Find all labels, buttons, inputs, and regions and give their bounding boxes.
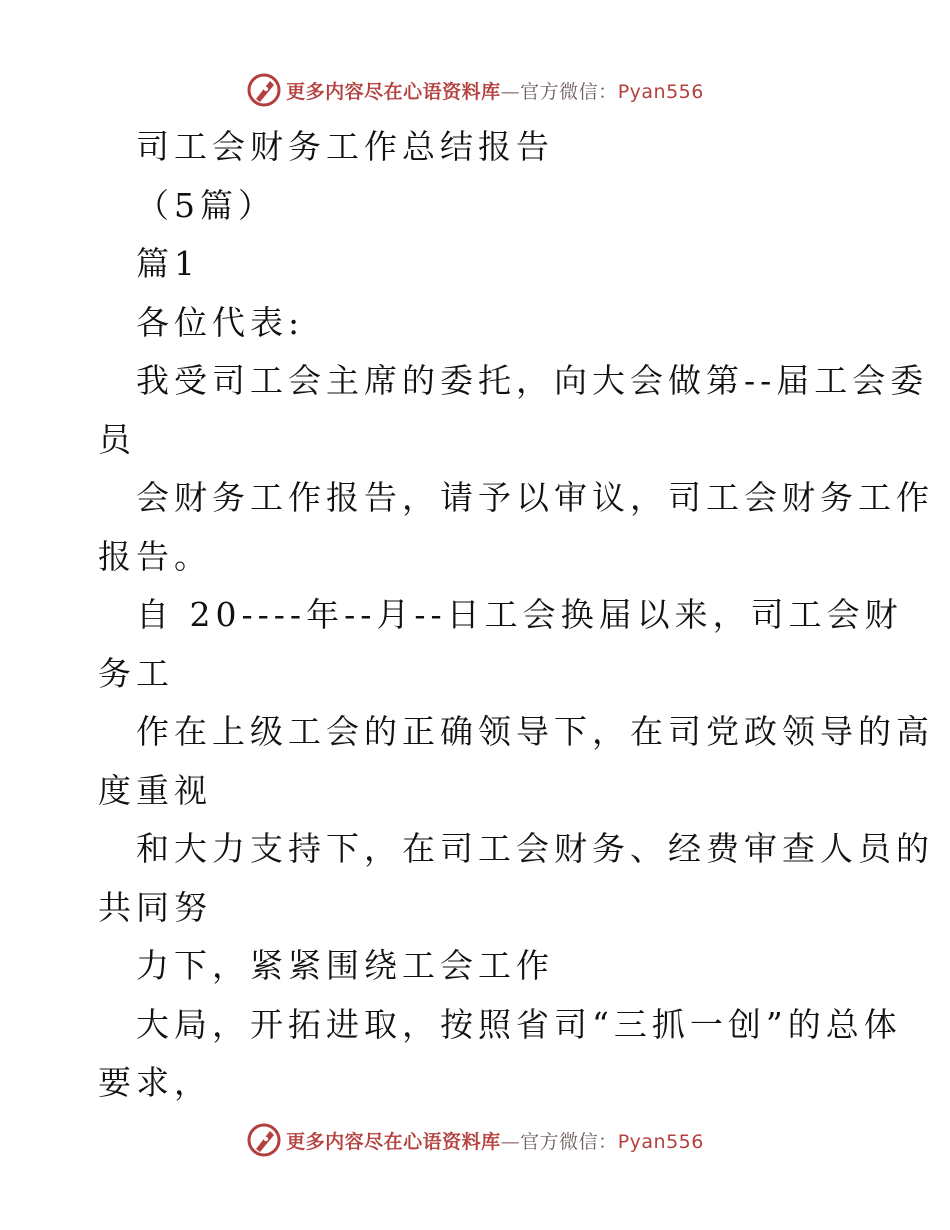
banner-wechat-id: Pyan556	[617, 80, 704, 103]
header-banner	[0, 68, 950, 112]
document-title: 司工会财务工作总结报告	[136, 127, 554, 166]
banner-wechat-label: 官方微信：	[520, 1130, 618, 1153]
paragraph-line: 力下，紧紧围绕工会工作	[136, 946, 554, 985]
paragraph-line: 要求，	[98, 1063, 212, 1102]
banner-wechat-label: 官方微信：	[520, 80, 618, 103]
banner-site-text: 更多内容尽在心语资料库	[286, 1130, 501, 1153]
document-subtitle: （5篇）	[136, 185, 276, 225]
banner-text	[286, 77, 704, 104]
paragraph-line: 会财务工作报告，请予以审议，司工会财务工作	[136, 478, 934, 517]
paragraph-line: 大局，开拓进取，按照省司“三抓一创”的总体	[136, 1004, 902, 1044]
banner-separator: —	[500, 1130, 521, 1153]
salutation: 各位代表:	[136, 302, 305, 342]
banner-text	[286, 1127, 704, 1154]
paragraph-line: 和大力支持下，在司工会财务、经费审查人员的	[136, 829, 934, 868]
banner-separator: —	[500, 80, 521, 103]
paragraph-line: 共同努	[98, 887, 212, 927]
section-heading: 篇1	[136, 244, 200, 283]
footer-banner	[0, 1118, 950, 1162]
pen-nib-logo-icon	[246, 1122, 282, 1158]
paragraph-line: 作在上级工会的正确领导下，在司党政领导的高	[136, 712, 934, 751]
paragraph-line: 我受司工会主席的委托，向大会做第--届工会委	[136, 361, 929, 400]
paragraph-line: 务工	[98, 653, 174, 693]
paragraph-line: 度重视	[98, 770, 212, 810]
banner-wechat-id: Pyan556	[617, 1130, 704, 1153]
paragraph-line: 自 20----年--月--日工会换届以来，司工会财	[136, 595, 903, 634]
paragraph-line: 报告。	[98, 536, 212, 576]
pen-nib-logo-icon	[246, 72, 282, 108]
document-body	[98, 118, 934, 1113]
paragraph-line: 员	[98, 419, 136, 459]
banner-site-text: 更多内容尽在心语资料库	[286, 80, 501, 103]
